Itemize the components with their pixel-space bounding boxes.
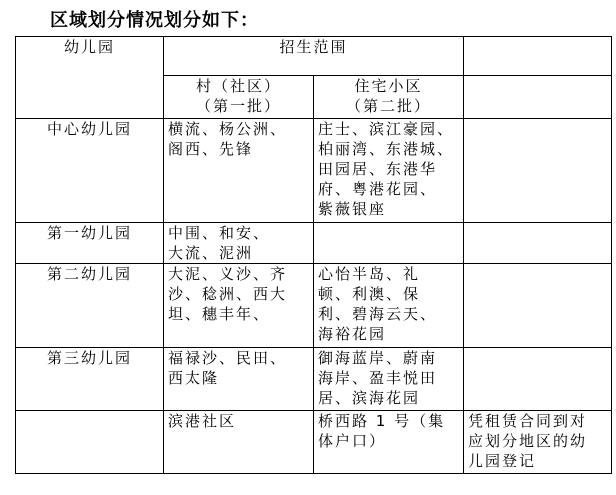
- table-row: [16, 411, 612, 474]
- residential-line: 居、滨海花园: [318, 389, 421, 407]
- header-village: [164, 76, 314, 119]
- header-residential-line: （第二批）: [346, 97, 432, 115]
- residential-line: 庄士、滨江豪园、: [318, 120, 455, 138]
- table-row: [16, 119, 612, 223]
- residential-line: 利、碧海云天、: [318, 305, 438, 323]
- note-cell: [464, 223, 612, 264]
- village-line: 西太隆: [168, 369, 220, 387]
- header-enrollment-range: 招生范围: [164, 37, 464, 76]
- residential-line: 田园居、东港华: [318, 160, 438, 178]
- residential-line: 海岸、盈丰悦田: [318, 369, 438, 387]
- header-kindergarten: 幼儿园: [16, 37, 164, 119]
- residential-line: 御海蓝岸、蔚南: [318, 349, 438, 367]
- note-cell: [464, 348, 612, 411]
- residential-cell: [314, 411, 464, 474]
- residential-cell: [314, 348, 464, 411]
- kindergarten-name: 第三幼儿园: [16, 348, 164, 411]
- table-header-row: [16, 37, 612, 76]
- village-line: 中围、和安、: [168, 224, 271, 242]
- village-cell: [164, 348, 314, 411]
- residential-line: 柏丽湾、东港城、: [318, 140, 455, 158]
- residential-cell: [314, 223, 464, 264]
- note-line: 凭租赁合同到对: [468, 412, 588, 430]
- note-cell: [464, 264, 612, 348]
- note-line: 应划分地区的幼: [468, 432, 588, 450]
- page-heading: 区域划分情况划分如下：: [50, 10, 259, 31]
- village-line: 大泥、义沙、齐: [168, 265, 288, 283]
- residential-line: 府、粤港花园、: [318, 180, 438, 198]
- residential-line: 顿、利澳、保: [318, 285, 421, 303]
- residential-cell: [314, 119, 464, 223]
- kindergarten-name: 第二幼儿园: [16, 264, 164, 348]
- header-village-line: 村（社区）: [195, 77, 281, 95]
- header-residential-line: 住宅小区: [354, 77, 423, 95]
- village-line: 横流、杨公洲、: [168, 120, 288, 138]
- village-cell: [164, 411, 314, 474]
- kindergarten-name: [16, 411, 164, 474]
- village-cell: [164, 223, 314, 264]
- note-cell: [464, 411, 612, 474]
- table-row: [16, 348, 612, 411]
- residential-line: 桥西路 1 号（集: [318, 412, 446, 430]
- residential-line: 海裕花园: [318, 325, 387, 343]
- village-line: 沙、稔洲、西大: [168, 285, 288, 303]
- note-line: 儿园登记: [468, 452, 537, 470]
- zoning-table: [15, 36, 612, 474]
- village-line: 福禄沙、民田、: [168, 349, 288, 367]
- village-cell: [164, 119, 314, 223]
- residential-line: 体户口）: [318, 432, 387, 450]
- kindergarten-name: 第一幼儿园: [16, 223, 164, 264]
- header-residential: [314, 76, 464, 119]
- table-row: [16, 264, 612, 348]
- header-empty-cell: [464, 37, 612, 76]
- village-line: 阁西、先锋: [168, 140, 254, 158]
- residential-line: 紫薇银座: [318, 200, 387, 218]
- residential-cell: [314, 264, 464, 348]
- header-village-line: （第一批）: [195, 97, 281, 115]
- table-row: [16, 223, 612, 264]
- residential-line: 心怡半岛、礼: [318, 265, 421, 283]
- note-cell: [464, 119, 612, 223]
- village-line: 滨港社区: [168, 412, 237, 430]
- village-line: 坦、穗丰年、: [168, 305, 271, 323]
- header-empty-cell: [464, 76, 612, 119]
- village-line: 大流、泥洲: [168, 244, 254, 262]
- village-cell: [164, 264, 314, 348]
- kindergarten-name: 中心幼儿园: [16, 119, 164, 223]
